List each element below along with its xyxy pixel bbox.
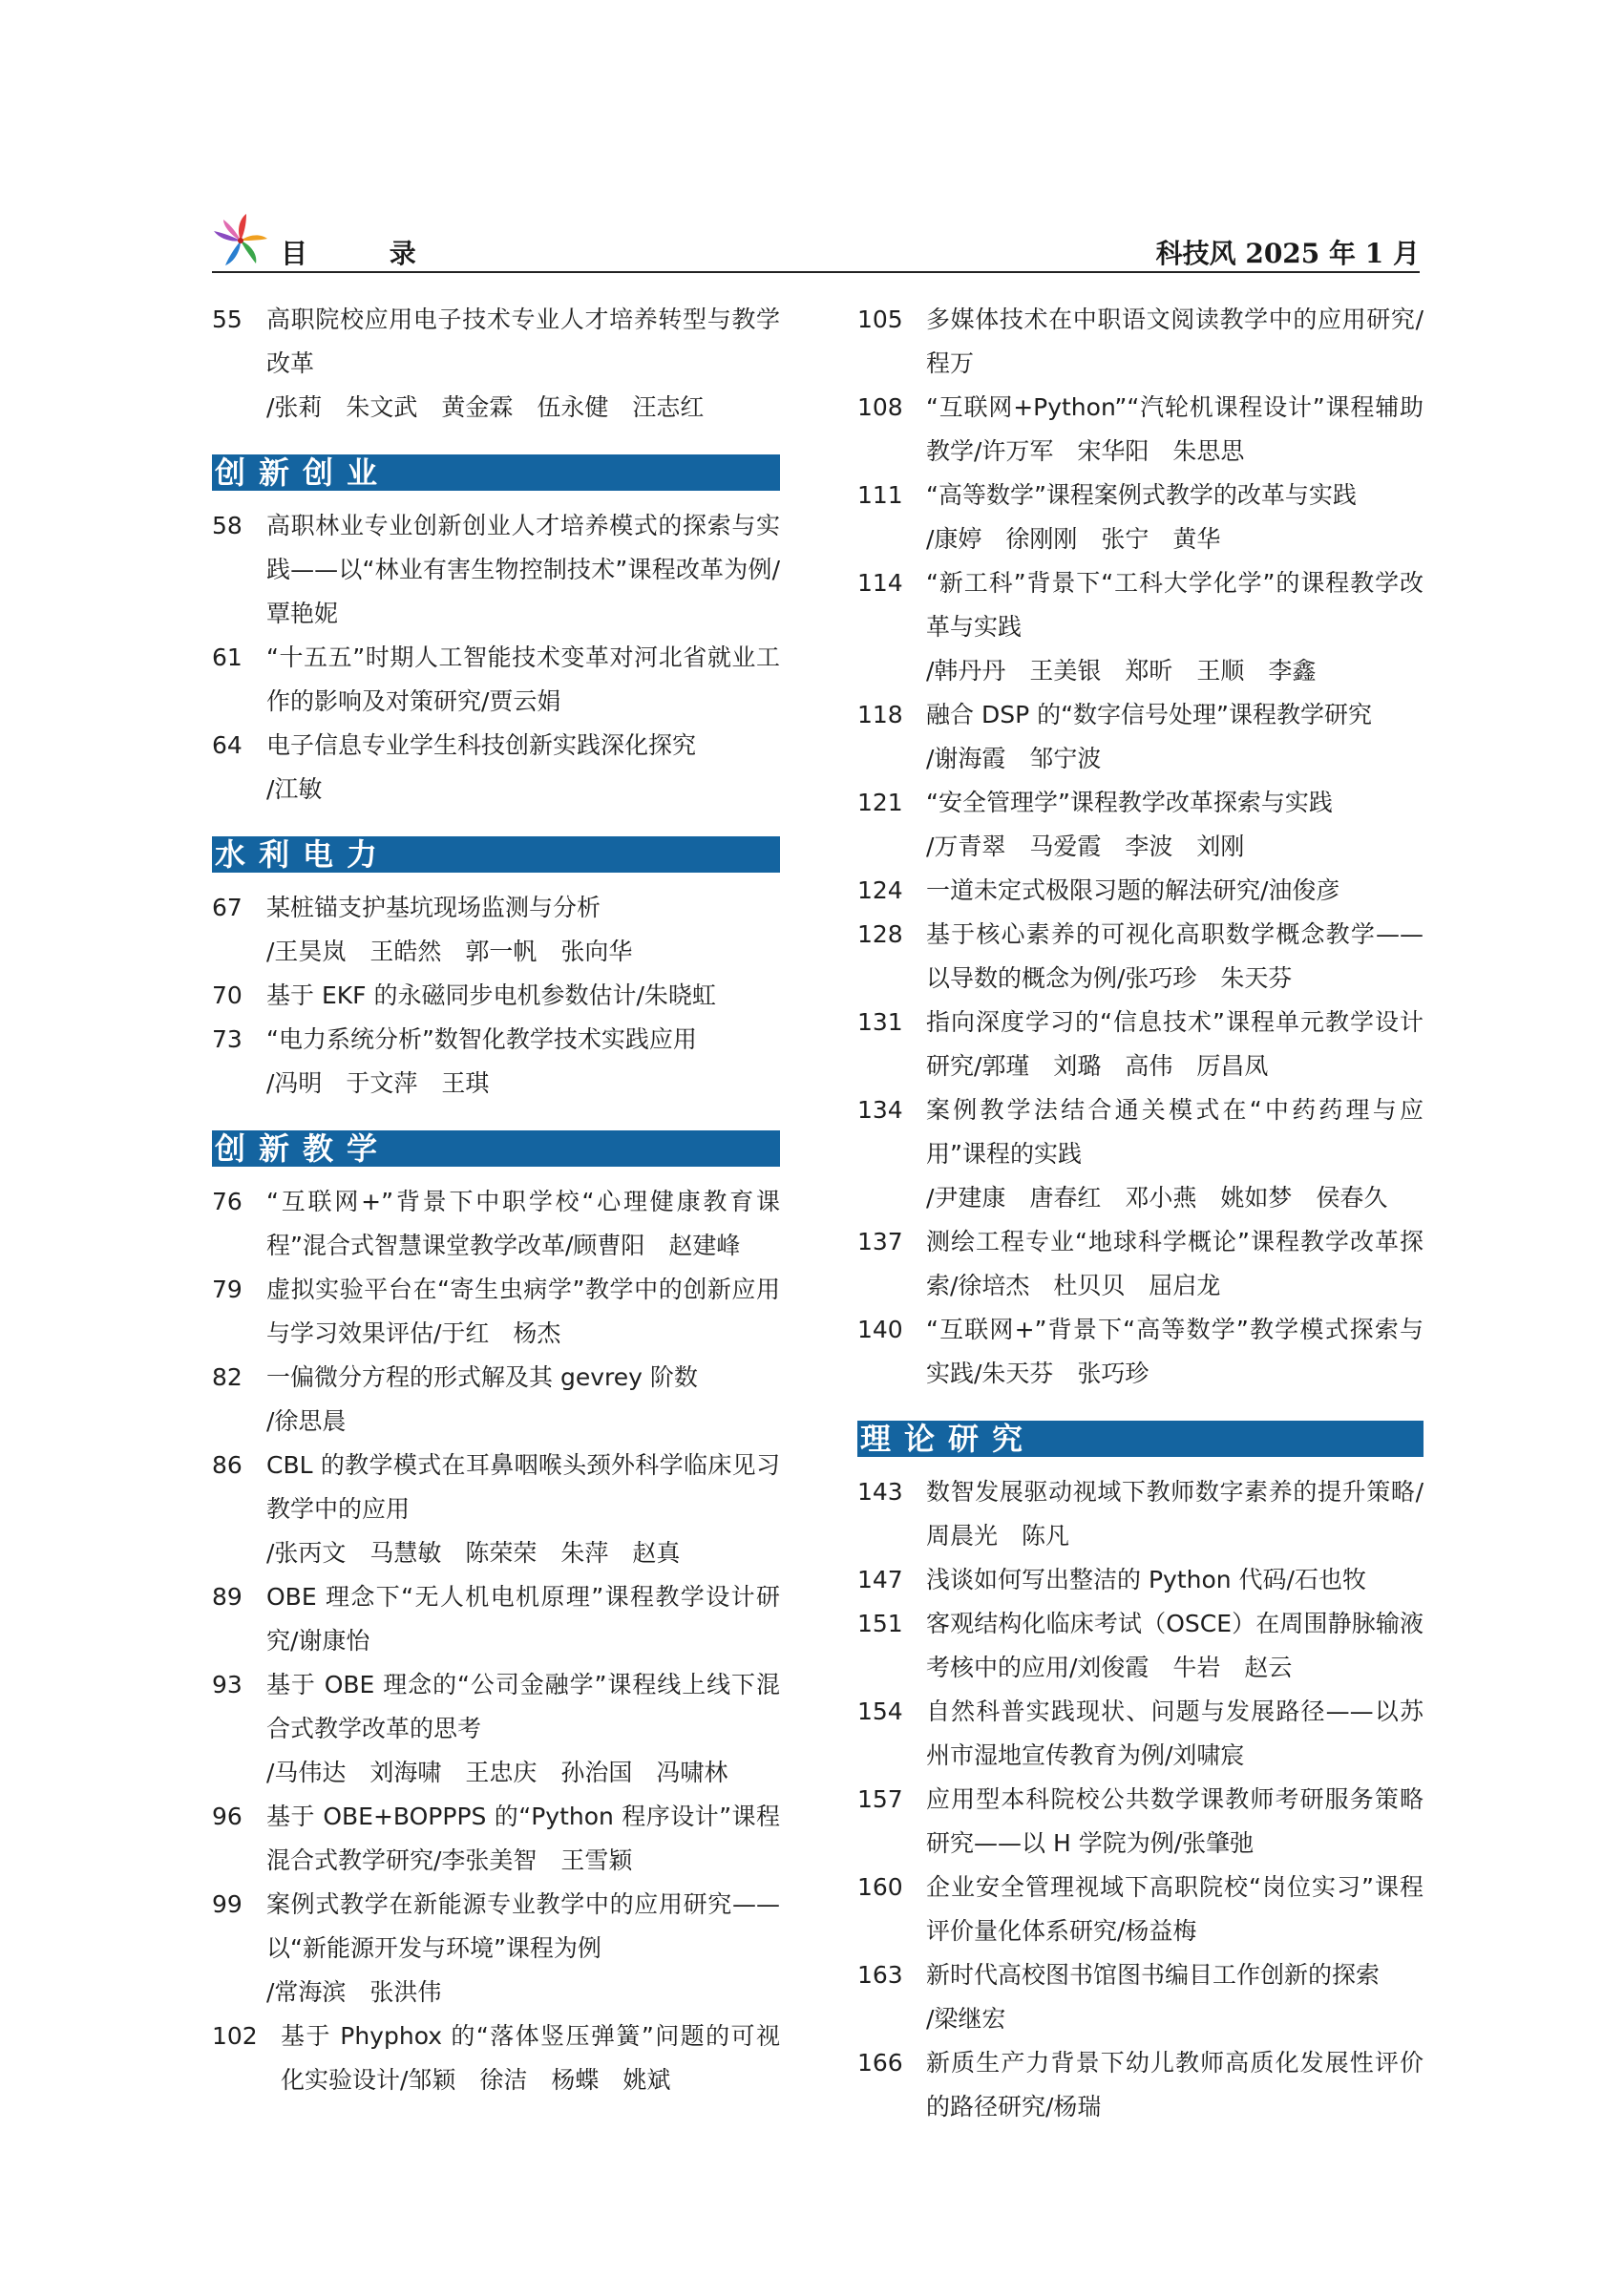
toc-entry[interactable]	[212, 1356, 780, 1444]
pinwheel-logo-icon	[212, 212, 269, 269]
toc-entry[interactable]	[857, 561, 1424, 693]
article-title: 多媒体技术在中职语文阅读教学中的应用研究/程万	[926, 306, 1424, 377]
page-header	[212, 212, 1420, 269]
page-number: 128	[857, 920, 903, 948]
toc-entry[interactable]	[212, 298, 780, 430]
article-title: 企业安全管理视域下高职院校“岗位实习”课程评价量化体系研究/杨益梅	[926, 1873, 1424, 1945]
page-number: 157	[857, 1785, 903, 1813]
article-title: 虚拟实验平台在“寄生虫病学”教学中的创新应用与学习效果评估/于红 杨杰	[266, 1276, 780, 1347]
toc-entry[interactable]	[212, 1180, 780, 1268]
toc-entry[interactable]	[212, 974, 780, 1018]
toc-entry[interactable]	[212, 504, 780, 636]
toc-entry[interactable]	[212, 2014, 780, 2102]
toc-entry[interactable]	[212, 1575, 780, 1663]
toc-left-column	[212, 298, 780, 2102]
toc-entry[interactable]	[857, 1866, 1424, 1953]
toc-entry[interactable]	[212, 636, 780, 724]
article-title: 指向深度学习的“信息技术”课程单元教学设计研究/郭瑾 刘璐 高伟 厉昌凤	[926, 1008, 1424, 1080]
article-title: 浅谈如何写出整洁的 Python 代码/石也牧	[926, 1566, 1366, 1593]
article-title: 融合 DSP 的“数字信号处理”课程教学研究	[926, 701, 1372, 728]
article-title: “十五五”时期人工智能技术变革对河北省就业工作的影响及对策研究/贾云娟	[266, 643, 780, 715]
page-number: 154	[857, 1698, 903, 1725]
toc-entry[interactable]	[857, 693, 1424, 781]
toc-entry[interactable]	[857, 298, 1424, 386]
article-title: 基于核心素养的可视化高职数学概念教学——以导数的概念为例/张巧珍 朱天芬	[926, 920, 1424, 992]
article-authors: /谢海霞 邹宁波	[926, 745, 1102, 772]
article-title: 基于 Phyphox 的“落体竖压弹簧”问题的可视化实验设计/邹颖 徐洁 杨蝶 姚斌	[281, 2022, 780, 2094]
article-authors: /王昊岚 王皓然 郭一帆 张向华	[266, 938, 633, 965]
article-authors: /马伟达 刘海啸 王忠庆 孙治国 冯啸林	[266, 1759, 728, 1786]
toc-entry[interactable]	[857, 474, 1424, 561]
page-number: 131	[857, 1008, 903, 1036]
page-number: 61	[212, 643, 243, 671]
page-number: 55	[212, 306, 243, 333]
article-authors: /张丙文 马慧敏 陈荣荣 朱萍 赵真	[266, 1539, 681, 1567]
article-authors: /常海滨 张洪伟	[266, 1978, 442, 2006]
article-title: 数智发展驱动视域下教师数字素养的提升策略/周晨光 陈凡	[926, 1478, 1424, 1550]
article-title: 基于 EKF 的永磁同步电机参数估计/朱晓虹	[266, 981, 716, 1009]
article-authors: /韩丹丹 王美银 郑昕 王顺 李鑫	[926, 657, 1317, 685]
page-number: 89	[212, 1583, 243, 1611]
article-title: 应用型本科院校公共数学课教师考研服务策略研究——以 H 学院为例/张肇弛	[926, 1785, 1424, 1857]
page-number: 118	[857, 701, 903, 728]
page-number: 134	[857, 1096, 903, 1124]
article-title: “互联网+”背景下“高等数学”教学模式探索与实践/朱天芬 张巧珍	[926, 1316, 1424, 1387]
header-divider	[212, 271, 1420, 273]
page-number: 58	[212, 512, 243, 539]
page-number: 93	[212, 1671, 243, 1698]
article-authors: /万青翠 马爱霞 李波 刘刚	[926, 833, 1245, 860]
page-number: 73	[212, 1025, 243, 1053]
page-number: 121	[857, 789, 903, 816]
article-title: “互联网+”背景下中职学校“心理健康教育课程”混合式智慧课堂教学改革/顾曹阳 赵建峰	[266, 1188, 780, 1259]
article-title: 测绘工程专业“地球科学概论”课程教学改革探索/徐培杰 杜贝贝 屈启龙	[926, 1228, 1424, 1299]
page-number: 147	[857, 1566, 903, 1593]
article-authors: /尹建康 唐春红 邓小燕 姚如梦 侯春久	[926, 1184, 1388, 1212]
toc-entry[interactable]	[857, 1220, 1424, 1308]
page-number: 124	[857, 876, 903, 904]
article-authors: /江敏	[266, 775, 323, 803]
toc-entry[interactable]	[857, 869, 1424, 913]
article-authors: /康婷 徐刚刚 张宁 黄华	[926, 525, 1221, 553]
toc-entry[interactable]	[857, 1558, 1424, 1602]
toc-entry[interactable]	[212, 886, 780, 974]
toc-entry[interactable]	[212, 724, 780, 812]
toc-entry[interactable]	[857, 1308, 1424, 1396]
page-number: 76	[212, 1188, 243, 1215]
page-number: 86	[212, 1451, 243, 1479]
page-number: 70	[212, 981, 243, 1009]
article-title: “互联网+Python”“汽轮机课程设计”课程辅助教学/许万军 宋华阳 朱思思	[926, 393, 1424, 465]
article-authors: /张莉 朱文武 黄金霖 伍永健 汪志红	[266, 393, 705, 421]
article-title: “高等数学”课程案例式教学的改革与实践	[926, 481, 1357, 509]
toc-entry[interactable]	[857, 913, 1424, 1001]
toc-entry[interactable]	[857, 781, 1424, 869]
section-header: 创新教学	[212, 1130, 780, 1167]
page-number: 96	[212, 1803, 243, 1830]
toc-entry[interactable]	[857, 2041, 1424, 2129]
article-title: 新质生产力背景下幼儿教师高质化发展性评价的路径研究/杨瑞	[926, 2049, 1424, 2120]
page-number: 140	[857, 1316, 903, 1343]
article-title: 高职林业专业创新创业人才培养模式的探索与实践——以“林业有害生物控制技术”课程改革为例/覃艳妮	[266, 512, 780, 627]
article-title: 新时代高校图书馆图书编目工作创新的探索	[926, 1961, 1381, 1989]
section-header: 水利电力	[212, 836, 780, 873]
article-title: “新工科”背景下“工科大学化学”的课程教学改革与实践	[926, 569, 1424, 641]
article-title: 案例式教学在新能源专业教学中的应用研究——以“新能源开发与环境”课程为例	[266, 1890, 780, 1962]
page-number: 67	[212, 894, 243, 921]
toc-heading: 目 录	[281, 238, 453, 269]
page-number: 108	[857, 393, 903, 421]
toc-entry[interactable]	[212, 1444, 780, 1575]
page-number: 99	[212, 1890, 243, 1918]
article-title: 某桩锚支护基坑现场监测与分析	[266, 894, 601, 921]
journal-issue: 科技风 2025 年 1 月	[1155, 238, 1420, 269]
article-title: “电力系统分析”数智化教学技术实践应用	[266, 1025, 697, 1053]
article-title: 客观结构化临床考试（OSCE）在周围静脉输液考核中的应用/刘俊霞 牛岩 赵云	[926, 1610, 1424, 1681]
toc-entry[interactable]	[857, 1470, 1424, 1558]
article-authors: /梁继宏	[926, 2005, 1006, 2033]
section-header: 理论研究	[857, 1421, 1424, 1457]
page-number: 166	[857, 2049, 903, 2077]
toc-entry[interactable]	[857, 1602, 1424, 1690]
article-title: OBE 理念下“无人机电机原理”课程教学设计研究/谢康怡	[266, 1583, 780, 1655]
page-number: 163	[857, 1961, 903, 1989]
page-number: 102	[212, 2022, 258, 2050]
article-title: 一道未定式极限习题的解法研究/油俊彦	[926, 876, 1340, 904]
page-number: 105	[857, 306, 903, 333]
article-authors: /冯明 于文萍 王琪	[266, 1069, 490, 1097]
article-title: 案例教学法结合通关模式在“中药药理与应用”课程的实践	[926, 1096, 1424, 1168]
toc-entry[interactable]	[857, 1778, 1424, 1866]
article-title: 电子信息专业学生科技创新实践深化探究	[266, 731, 697, 759]
article-title: 一偏微分方程的形式解及其 gevrey 阶数	[266, 1363, 698, 1391]
page-number: 160	[857, 1873, 903, 1901]
page-number: 64	[212, 731, 243, 759]
toc-entry[interactable]	[212, 1795, 780, 1883]
toc-entry[interactable]	[857, 1953, 1424, 2041]
article-title: 基于 OBE+BOPPPS 的“Python 程序设计”课程混合式教学研究/李张美智 王雪颖	[266, 1803, 780, 1874]
page-number: 111	[857, 481, 903, 509]
page-number: 137	[857, 1228, 903, 1255]
article-title: 高职院校应用电子技术专业人才培养转型与教学改革	[266, 306, 780, 377]
page-number: 79	[212, 1276, 243, 1303]
toc-entry[interactable]	[212, 1268, 780, 1356]
page-number: 82	[212, 1363, 243, 1391]
toc-entry[interactable]	[857, 1001, 1424, 1088]
page-number: 143	[857, 1478, 903, 1506]
article-authors: /徐思晨	[266, 1407, 347, 1435]
toc-entry[interactable]	[212, 1883, 780, 2014]
page-number: 114	[857, 569, 903, 597]
toc-right-column	[857, 298, 1424, 2129]
toc-entry[interactable]	[212, 1663, 780, 1795]
toc-entry[interactable]	[212, 1018, 780, 1106]
article-title: 基于 OBE 理念的“公司金融学”课程线上线下混合式教学改革的思考	[266, 1671, 780, 1742]
toc-entry[interactable]	[857, 1088, 1424, 1220]
article-title: CBL 的教学模式在耳鼻咽喉头颈外科学临床见习教学中的应用	[266, 1451, 780, 1523]
article-title: “安全管理学”课程教学改革探索与实践	[926, 789, 1333, 816]
section-header: 创新创业	[212, 454, 780, 491]
toc-entry[interactable]	[857, 1690, 1424, 1778]
page-number: 151	[857, 1610, 903, 1637]
toc-entry[interactable]	[857, 386, 1424, 474]
article-title: 自然科普实践现状、问题与发展路径——以苏州市湿地宣传教育为例/刘啸宸	[926, 1698, 1424, 1769]
